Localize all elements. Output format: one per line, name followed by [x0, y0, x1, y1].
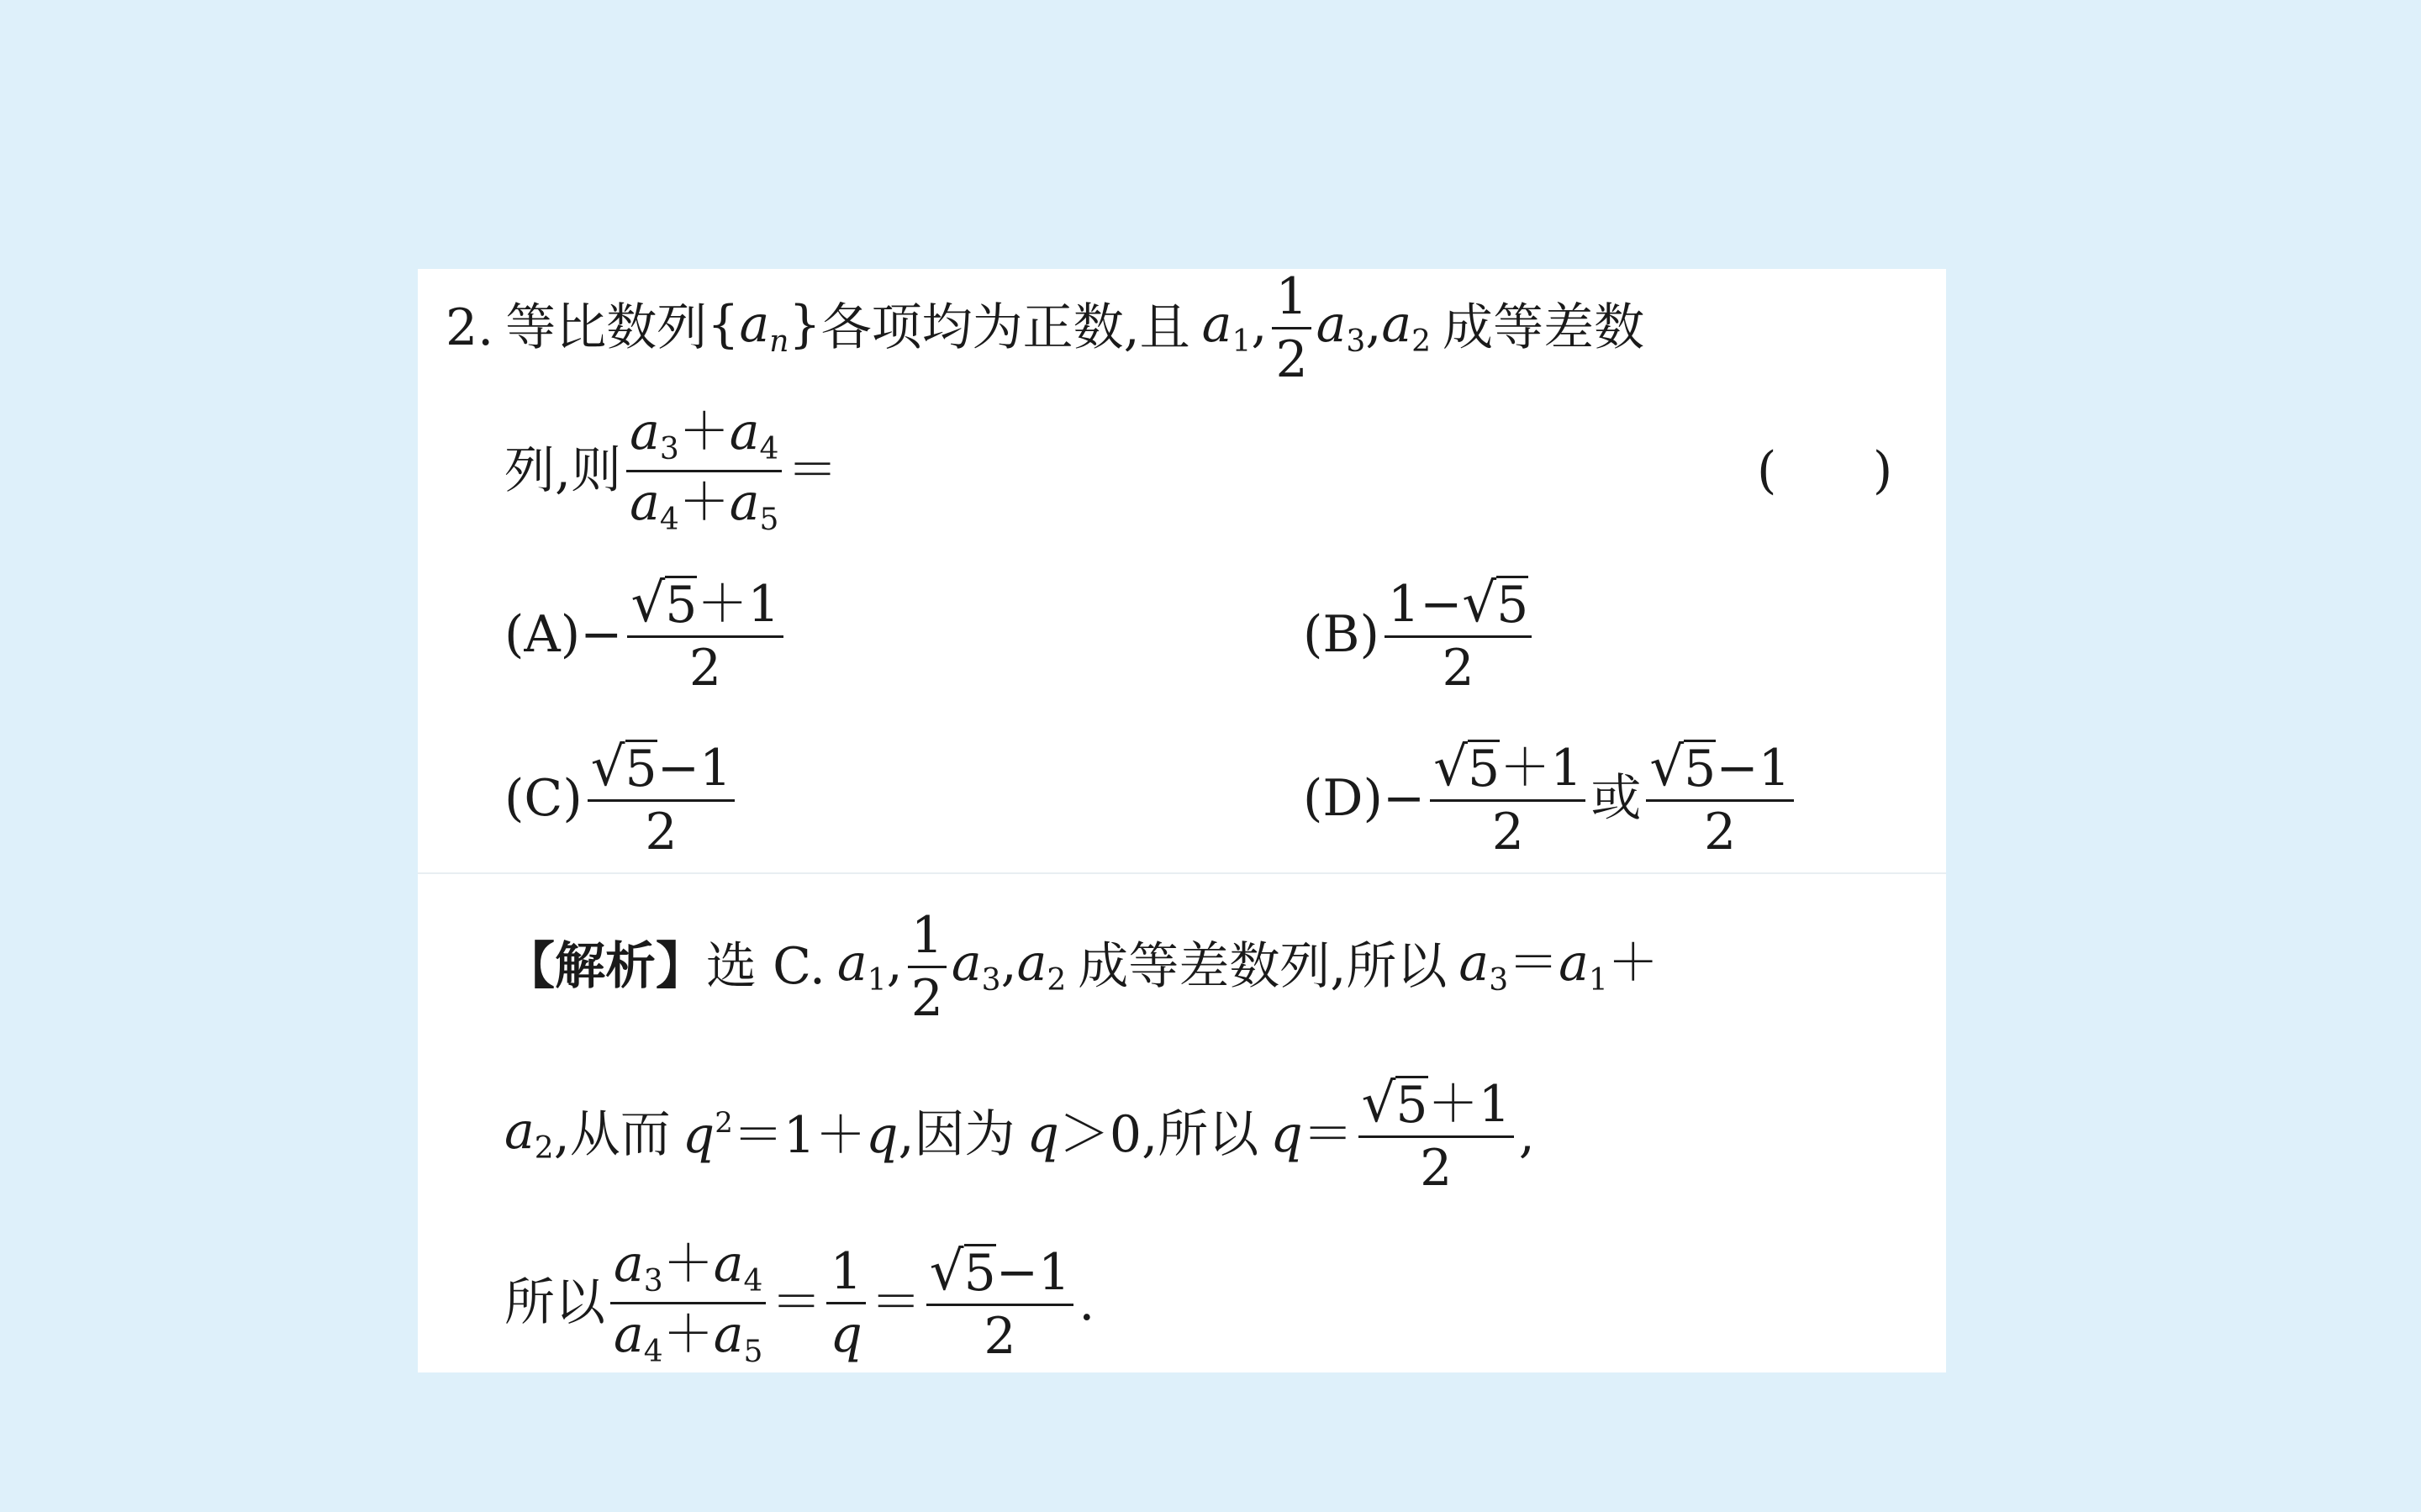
- option-d-value-2: √ 5 −1 2: [1646, 740, 1793, 857]
- analysis-condition: q＞0: [1026, 1105, 1142, 1164]
- analysis-q: q＝: [1270, 1105, 1353, 1164]
- option-a-value: √ 5 ＋1 2: [627, 576, 783, 693]
- question-text-1: 等比数列: [505, 298, 708, 357]
- analysis-one-over-q: $\frac{1}{q}$: [826, 1246, 865, 1360]
- question-number: 2.: [446, 298, 494, 357]
- analysis-line-1: [504, 905, 1659, 1028]
- analysis-term-a3-a2: $a_3,a_2$: [951, 933, 1067, 998]
- analysis-term-a2: $a_2$: [504, 1101, 554, 1166]
- analysis-line-3: 所以 $\frac{a_3+a_4}{a_4+a_5}$ ＝ $\frac{1}{q}$ ＝ √ 5 −1 2 .: [504, 1234, 1095, 1369]
- question-text-3: 成等差数: [1443, 298, 1645, 357]
- analysis-term-a1: $a_1$,: [836, 933, 903, 998]
- term-a3-a2: $a_3,a_2$: [1316, 294, 1432, 359]
- question-text-4: 列,则: [504, 441, 622, 500]
- option-a-label: (A): [504, 605, 581, 664]
- option-d-or: 或: [1590, 769, 1642, 828]
- analysis-choice: 选 C.: [706, 937, 825, 996]
- option-d-value-1: √ 5 ＋1 2: [1430, 740, 1585, 857]
- sequence-symbol: $\{a_n\}$: [707, 294, 821, 359]
- analysis-text-2: ,从而: [553, 1105, 671, 1164]
- analysis-text-5: 所以: [504, 1273, 605, 1332]
- option-c: [504, 735, 740, 861]
- analysis-text-3: ,因为: [898, 1105, 1015, 1164]
- option-c-label: (C): [504, 769, 583, 828]
- option-d-label: (D): [1303, 769, 1383, 828]
- analysis-fraction-half: $\frac{1}{2}$: [908, 910, 947, 1024]
- analysis-ratio: $\frac{a_3+a_4}{a_4+a_5}$: [610, 1239, 766, 1367]
- question-line-2: 列,则 $\frac{a_3+a_4}{a_4+a_5}$ ＝: [504, 402, 838, 537]
- section-divider: [418, 872, 1946, 874]
- analysis-line-2: $a_2$ ,从而 $q^2=1+q$ ,因为 q＞0 ,所以 q＝ √ 5 ＋1 2 ,: [504, 1072, 1535, 1198]
- ratio-fraction: $\frac{a_3+a_4}{a_4+a_5}$: [626, 407, 782, 535]
- answer-blank: ( ): [1757, 441, 1893, 500]
- analysis-equation-2: $q^2=1+q$: [682, 1106, 899, 1165]
- analysis-text-4: ,所以: [1142, 1105, 1259, 1164]
- analysis-tag: 【解析】: [504, 937, 706, 996]
- analysis-text-1: 成等差数列,所以: [1078, 937, 1448, 996]
- analysis-q-value: √ 5 ＋1 2: [1358, 1076, 1514, 1193]
- analysis-equation-1: $a_3=a_1+$: [1458, 933, 1659, 998]
- question-text-2: 各项均为正数,且: [820, 298, 1190, 357]
- fraction-half: $\frac{1}{2}$: [1272, 271, 1311, 385]
- option-b-value: 1− √ 5 2: [1385, 576, 1532, 693]
- term-a1: $a_1$,: [1201, 294, 1268, 359]
- option-d: (D) − √ 5 ＋1 2 或 √ 5 −1 2: [1303, 735, 1799, 861]
- analysis-result: √ 5 −1 2: [926, 1244, 1073, 1362]
- option-c-value: √ 5 −1 2: [588, 740, 735, 857]
- option-a: (A) − √ 5 ＋1 2: [504, 572, 789, 698]
- option-b-label: (B): [1303, 605, 1379, 664]
- question-line-1: [446, 266, 1645, 389]
- option-b: [1303, 572, 1537, 698]
